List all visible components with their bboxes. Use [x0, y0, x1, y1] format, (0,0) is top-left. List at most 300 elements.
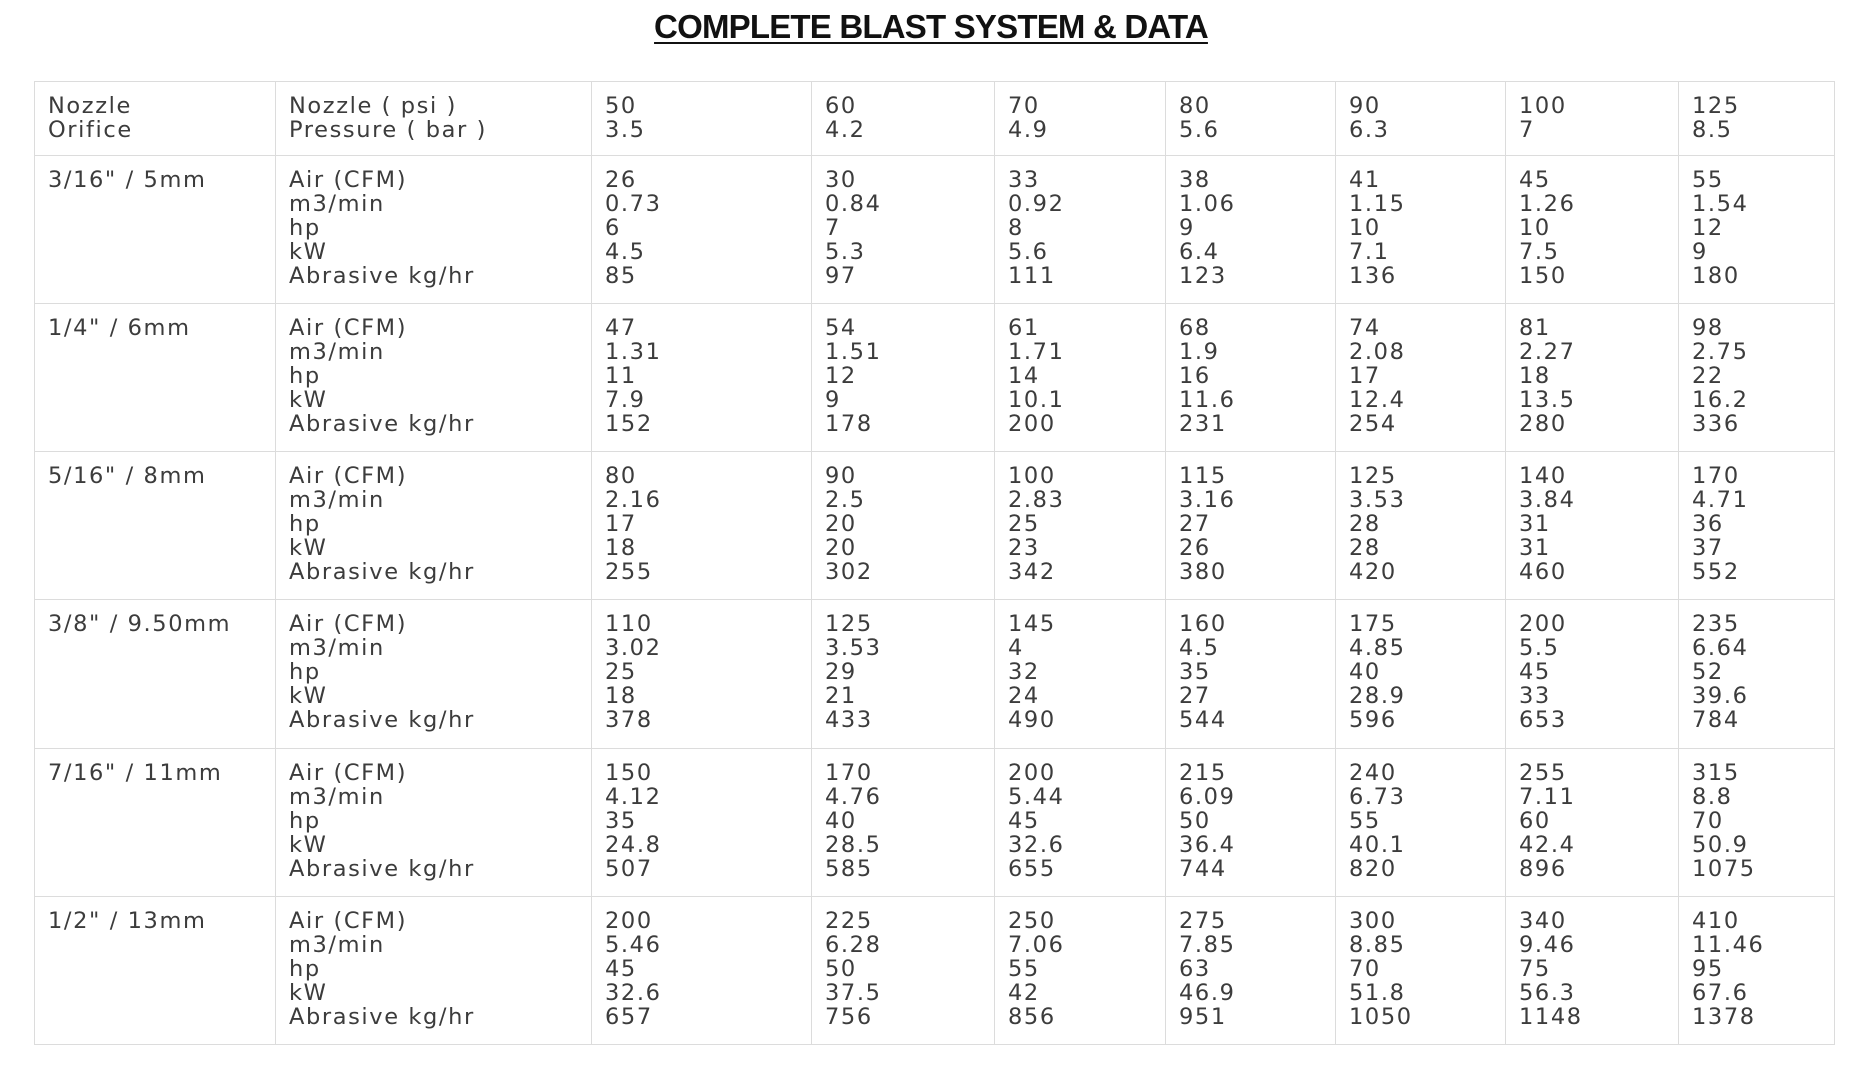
psi-value: 50: [605, 93, 637, 119]
metric-value: 20: [825, 535, 857, 562]
value-cell: [592, 304, 812, 452]
metric-label: hp: [289, 955, 321, 982]
bar-value: 4.2: [825, 117, 866, 143]
metric-value: 9: [1692, 239, 1708, 266]
value-cell: [995, 452, 1166, 600]
metric-value: 63: [1179, 955, 1211, 982]
metric-label: hp: [289, 807, 321, 834]
metric-value: 5.6: [1008, 239, 1049, 266]
metric-value: 4.12: [605, 783, 662, 810]
metric-value: 17: [605, 511, 637, 538]
value-cell: [812, 896, 995, 1044]
metric-label: kW: [289, 683, 328, 710]
table-body: [35, 82, 1835, 1045]
table-row: [35, 748, 1835, 896]
pressure-header-cell: [1166, 82, 1336, 156]
value-cell: [1336, 600, 1506, 748]
metric-value: 42.4: [1519, 831, 1576, 858]
metric-value: 378: [605, 707, 653, 734]
metric-value: 2.16: [605, 487, 662, 514]
metric-value: 7.1: [1349, 239, 1390, 266]
pressure-header-cell: [995, 82, 1166, 156]
value-cell: [592, 748, 812, 896]
metric-value: 17: [1349, 363, 1381, 390]
metric-label: m3/min: [289, 931, 385, 958]
metric-label: Abrasive kg/hr: [289, 411, 475, 438]
value-cell: [812, 452, 995, 600]
metric-value: 4.85: [1349, 635, 1406, 662]
metric-value: 32.6: [605, 979, 662, 1006]
metric-value: 74: [1349, 315, 1381, 342]
metric-value: 7.06: [1008, 931, 1065, 958]
value-cell: [995, 748, 1166, 896]
metric-value: 4.5: [1179, 635, 1220, 662]
metric-value: 6: [605, 215, 621, 242]
metric-labels-cell: [276, 304, 592, 452]
metric-value: 1.15: [1349, 191, 1406, 218]
metric-value: 50.9: [1692, 831, 1749, 858]
metric-value: 13.5: [1519, 387, 1576, 414]
metric-value: 552: [1692, 559, 1740, 586]
metric-value: 410: [1692, 907, 1740, 934]
metric-value: 0.92: [1008, 191, 1065, 218]
metric-value: 30: [825, 167, 857, 194]
metric-value: 7.9: [605, 387, 646, 414]
pressure-header-cell: [1679, 82, 1835, 156]
value-cell: [1679, 748, 1835, 896]
metric-value: 100: [1008, 463, 1056, 490]
metric-labels-cell: [276, 452, 592, 600]
header-row: [35, 82, 1835, 156]
metric-value: 302: [825, 559, 873, 586]
pressure-header-cell: [1506, 82, 1679, 156]
metric-value: 9.46: [1519, 931, 1576, 958]
metric-label: m3/min: [289, 191, 385, 218]
metric-value: 3.16: [1179, 487, 1236, 514]
metric-value: 7.5: [1519, 239, 1560, 266]
metric-value: 2.5: [825, 487, 866, 514]
orifice-label: 7/16" / 11mm: [48, 759, 223, 786]
metric-value: 23: [1008, 535, 1040, 562]
metric-value: 111: [1008, 263, 1056, 290]
metric-value: 433: [825, 707, 873, 734]
psi-value: 100: [1519, 93, 1567, 119]
metric-value: 11: [605, 363, 637, 390]
metric-value: 744: [1179, 855, 1227, 882]
value-cell: [1679, 452, 1835, 600]
metric-value: 75: [1519, 955, 1551, 982]
metric-value: 160: [1179, 611, 1227, 638]
value-cell: [995, 156, 1166, 304]
metric-value: 32: [1008, 659, 1040, 686]
metric-value: 1050: [1349, 1003, 1413, 1030]
metric-label: hp: [289, 215, 321, 242]
metric-value: 784: [1692, 707, 1740, 734]
metric-value: 1075: [1692, 855, 1756, 882]
table-row: [35, 304, 1835, 452]
metric-value: 8.85: [1349, 931, 1406, 958]
bar-value: 6.3: [1349, 117, 1390, 143]
metric-value: 544: [1179, 707, 1227, 734]
metric-value: 175: [1349, 611, 1397, 638]
metric-value: 596: [1349, 707, 1397, 734]
metric-value: 61: [1008, 315, 1040, 342]
metric-value: 1.26: [1519, 191, 1576, 218]
metric-value: 10: [1349, 215, 1381, 242]
metric-value: 4.71: [1692, 487, 1749, 514]
metric-value: 1.71: [1008, 339, 1065, 366]
value-cell: [1506, 452, 1679, 600]
bar-value: 4.9: [1008, 117, 1049, 143]
psi-value: 90: [1349, 93, 1381, 119]
value-cell: [1506, 600, 1679, 748]
value-cell: [812, 304, 995, 452]
metric-value: 10: [1519, 215, 1551, 242]
metric-value: 18: [605, 535, 637, 562]
metric-value: 1.51: [825, 339, 882, 366]
metric-value: 2.08: [1349, 339, 1406, 366]
metric-value: 24: [1008, 683, 1040, 710]
value-cell: [1506, 748, 1679, 896]
metric-value: 38: [1179, 167, 1211, 194]
metric-value: 756: [825, 1003, 873, 1030]
metric-value: 28.9: [1349, 683, 1406, 710]
metric-value: 28: [1349, 511, 1381, 538]
metric-label: hp: [289, 511, 321, 538]
metric-value: 2.83: [1008, 487, 1065, 514]
orifice-label: 3/16" / 5mm: [48, 167, 207, 194]
blast-data-table: [34, 81, 1835, 1045]
metric-value: 280: [1519, 411, 1567, 438]
value-cell: [1679, 156, 1835, 304]
metric-value: 820: [1349, 855, 1397, 882]
metric-value: 180: [1692, 263, 1740, 290]
metric-value: 3.02: [605, 635, 662, 662]
metric-value: 40: [1349, 659, 1381, 686]
value-cell: [1679, 600, 1835, 748]
value-cell: [812, 600, 995, 748]
metric-value: 68: [1179, 315, 1211, 342]
value-cell: [1336, 748, 1506, 896]
orifice-label: 1/2" / 13mm: [48, 907, 207, 934]
value-cell: [1679, 304, 1835, 452]
bar-value: 8.5: [1692, 117, 1733, 143]
metric-value: 315: [1692, 759, 1740, 786]
metric-value: 7: [825, 215, 841, 242]
bar-value: 7: [1519, 117, 1535, 143]
metric-value: 33: [1008, 167, 1040, 194]
metric-value: 60: [1519, 807, 1551, 834]
metric-value: 90: [825, 463, 857, 490]
value-cell: [592, 896, 812, 1044]
metric-value: 20: [825, 511, 857, 538]
metric-label: Air (CFM): [289, 907, 408, 934]
metric-value: 342: [1008, 559, 1056, 586]
metric-value: 37: [1692, 535, 1724, 562]
metric-value: 585: [825, 855, 873, 882]
value-cell: [1336, 896, 1506, 1044]
metric-value: 0.73: [605, 191, 662, 218]
value-cell: [1506, 896, 1679, 1044]
metric-labels-cell: [276, 600, 592, 748]
metric-value: 27: [1179, 683, 1211, 710]
value-cell: [995, 600, 1166, 748]
metric-label: m3/min: [289, 635, 385, 662]
metric-value: 29: [825, 659, 857, 686]
metric-value: 70: [1349, 955, 1381, 982]
metric-value: 31: [1519, 511, 1551, 538]
value-cell: [1166, 748, 1336, 896]
value-cell: [1336, 304, 1506, 452]
psi-value: 125: [1692, 93, 1740, 119]
metric-value: 235: [1692, 611, 1740, 638]
metric-value: 275: [1179, 907, 1227, 934]
metric-label: kW: [289, 831, 328, 858]
metric-value: 24.8: [605, 831, 662, 858]
metric-value: 5.5: [1519, 635, 1560, 662]
metric-value: 225: [825, 907, 873, 934]
metric-value: 150: [1519, 263, 1567, 290]
metric-value: 140: [1519, 463, 1567, 490]
orifice-cell: [35, 600, 276, 748]
metric-value: 12: [1692, 215, 1724, 242]
metric-value: 31: [1519, 535, 1551, 562]
metric-value: 81: [1519, 315, 1551, 342]
orifice-label: 5/16" / 8mm: [48, 463, 207, 490]
metric-value: 1.06: [1179, 191, 1236, 218]
metric-value: 45: [605, 955, 637, 982]
metric-value: 5.46: [605, 931, 662, 958]
metric-value: 10.1: [1008, 387, 1065, 414]
metric-value: 6.4: [1179, 239, 1220, 266]
metric-value: 254: [1349, 411, 1397, 438]
metric-value: 16: [1179, 363, 1211, 390]
value-cell: [592, 452, 812, 600]
metric-value: 4.76: [825, 783, 882, 810]
metric-value: 200: [1519, 611, 1567, 638]
metric-label: m3/min: [289, 783, 385, 810]
metric-value: 215: [1179, 759, 1227, 786]
orifice-label: 1/4" / 6mm: [48, 315, 191, 342]
metric-value: 856: [1008, 1003, 1056, 1030]
metric-value: 1.54: [1692, 191, 1749, 218]
metric-value: 67.6: [1692, 979, 1749, 1006]
metric-value: 95: [1692, 955, 1724, 982]
metric-value: 39.6: [1692, 683, 1749, 710]
value-cell: [1679, 896, 1835, 1044]
metric-value: 657: [605, 1003, 653, 1030]
pressure-header-cell: [812, 82, 995, 156]
metric-value: 1.31: [605, 339, 662, 366]
metric-value: 150: [605, 759, 653, 786]
metric-value: 22: [1692, 363, 1724, 390]
metric-value: 50: [825, 955, 857, 982]
metric-value: 51.8: [1349, 979, 1406, 1006]
psi-value: 70: [1008, 93, 1040, 119]
metric-labels-cell: [276, 896, 592, 1044]
metric-value: 125: [1349, 463, 1397, 490]
metric-value: 26: [1179, 535, 1211, 562]
metric-value: 26: [605, 167, 637, 194]
metric-value: 98: [1692, 315, 1724, 342]
value-cell: [995, 896, 1166, 1044]
metric-value: 125: [825, 611, 873, 638]
metric-value: 136: [1349, 263, 1397, 290]
metric-value: 300: [1349, 907, 1397, 934]
value-cell: [592, 156, 812, 304]
metric-value: 11.46: [1692, 931, 1765, 958]
table-row: [35, 452, 1835, 600]
orifice-cell: [35, 304, 276, 452]
metric-value: 170: [825, 759, 873, 786]
metric-label: Air (CFM): [289, 463, 408, 490]
table-row: [35, 156, 1835, 304]
metric-value: 52: [1692, 659, 1724, 686]
metric-value: 380: [1179, 559, 1227, 586]
metric-value: 45: [1519, 659, 1551, 686]
metric-value: 21: [825, 683, 857, 710]
metric-value: 9: [1179, 215, 1195, 242]
metric-value: 9: [825, 387, 841, 414]
metric-value: 200: [1008, 411, 1056, 438]
value-cell: [1166, 600, 1336, 748]
metric-value: 255: [605, 559, 653, 586]
orifice-cell: [35, 896, 276, 1044]
value-cell: [1336, 452, 1506, 600]
metric-value: 18: [1519, 363, 1551, 390]
table-row: [35, 600, 1835, 748]
metric-value: 5.44: [1008, 783, 1065, 810]
header-orifice-cell: [35, 82, 276, 156]
metric-value: 97: [825, 263, 857, 290]
metric-value: 25: [1008, 511, 1040, 538]
metric-value: 3.53: [1349, 487, 1406, 514]
metric-value: 45: [1519, 167, 1551, 194]
metric-value: 47: [605, 315, 637, 342]
metric-label: m3/min: [289, 339, 385, 366]
metric-value: 55: [1692, 167, 1724, 194]
metric-value: 35: [1179, 659, 1211, 686]
value-cell: [812, 748, 995, 896]
metric-value: 3.53: [825, 635, 882, 662]
metric-value: 28.5: [825, 831, 882, 858]
metric-label: Air (CFM): [289, 759, 408, 786]
page-title: COMPLETE BLAST SYSTEM & DATA: [654, 8, 1208, 45]
metric-value: 70: [1692, 807, 1724, 834]
metric-value: 507: [605, 855, 653, 882]
metric-label: kW: [289, 387, 328, 414]
metric-value: 40.1: [1349, 831, 1406, 858]
metric-value: 4: [1008, 635, 1024, 662]
metric-labels-cell: [276, 156, 592, 304]
header-label: Orifice: [48, 117, 133, 143]
metric-label: Air (CFM): [289, 315, 408, 342]
psi-value: 60: [825, 93, 857, 119]
metric-value: 2.75: [1692, 339, 1749, 366]
header-pressure-cell: [276, 82, 592, 156]
metric-value: 255: [1519, 759, 1567, 786]
metric-value: 14: [1008, 363, 1040, 390]
metric-value: 36: [1692, 511, 1724, 538]
header-label: Pressure ( bar ): [289, 117, 488, 143]
metric-label: Abrasive kg/hr: [289, 855, 475, 882]
header-label: Nozzle ( psi ): [289, 93, 457, 119]
pressure-header-cell: [1336, 82, 1506, 156]
metric-label: kW: [289, 535, 328, 562]
metric-value: 41: [1349, 167, 1381, 194]
orifice-cell: [35, 156, 276, 304]
metric-value: 653: [1519, 707, 1567, 734]
metric-label: Abrasive kg/hr: [289, 707, 475, 734]
metric-label: Abrasive kg/hr: [289, 1003, 475, 1030]
value-cell: [1506, 304, 1679, 452]
metric-label: hp: [289, 659, 321, 686]
metric-value: 46.9: [1179, 979, 1236, 1006]
metric-value: 36.4: [1179, 831, 1236, 858]
metric-value: 6.64: [1692, 635, 1749, 662]
metric-value: 33: [1519, 683, 1551, 710]
metric-label: Abrasive kg/hr: [289, 263, 475, 290]
value-cell: [812, 156, 995, 304]
metric-value: 145: [1008, 611, 1056, 638]
metric-value: 25: [605, 659, 637, 686]
metric-value: 336: [1692, 411, 1740, 438]
metric-value: 460: [1519, 559, 1567, 586]
metric-value: 6.09: [1179, 783, 1236, 810]
metric-value: 655: [1008, 855, 1056, 882]
metric-value: 4.5: [605, 239, 646, 266]
metric-value: 8.8: [1692, 783, 1733, 810]
metric-value: 110: [605, 611, 653, 638]
metric-label: m3/min: [289, 487, 385, 514]
bar-value: 5.6: [1179, 117, 1220, 143]
metric-value: 80: [605, 463, 637, 490]
metric-value: 951: [1179, 1003, 1227, 1030]
metric-value: 3.84: [1519, 487, 1576, 514]
header-label: Nozzle: [48, 93, 132, 119]
metric-value: 340: [1519, 907, 1567, 934]
metric-value: 16.2: [1692, 387, 1749, 414]
orifice-cell: [35, 452, 276, 600]
value-cell: [1506, 156, 1679, 304]
metric-value: 56.3: [1519, 979, 1576, 1006]
metric-value: 12.4: [1349, 387, 1406, 414]
metric-label: Abrasive kg/hr: [289, 559, 475, 586]
value-cell: [592, 600, 812, 748]
metric-value: 40: [825, 807, 857, 834]
metric-value: 54: [825, 315, 857, 342]
metric-value: 42: [1008, 979, 1040, 1006]
metric-value: 420: [1349, 559, 1397, 586]
metric-label: Air (CFM): [289, 611, 408, 638]
metric-value: 7.85: [1179, 931, 1236, 958]
metric-value: 6.73: [1349, 783, 1406, 810]
metric-value: 200: [605, 907, 653, 934]
metric-labels-cell: [276, 748, 592, 896]
bar-value: 3.5: [605, 117, 646, 143]
metric-value: 50: [1179, 807, 1211, 834]
metric-value: 2.27: [1519, 339, 1576, 366]
metric-value: 8: [1008, 215, 1024, 242]
metric-value: 250: [1008, 907, 1056, 934]
metric-value: 896: [1519, 855, 1567, 882]
metric-value: 27: [1179, 511, 1211, 538]
orifice-cell: [35, 748, 276, 896]
metric-value: 152: [605, 411, 653, 438]
metric-value: 5.3: [825, 239, 866, 266]
value-cell: [1166, 156, 1336, 304]
value-cell: [1166, 896, 1336, 1044]
